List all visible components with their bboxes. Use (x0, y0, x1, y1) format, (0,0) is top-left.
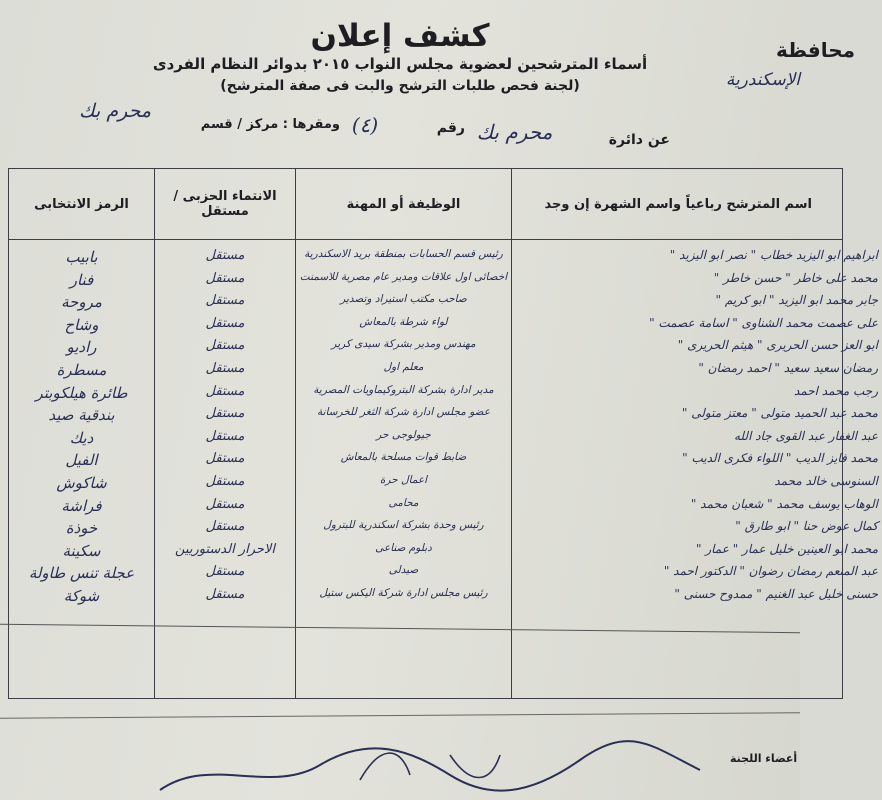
table-cell: ابراهيم ابو اليزيد خطاب " نصر ابو اليزيد " (669, 248, 878, 262)
table-cell: كمال عوض حنا " ابو طارق " (735, 519, 878, 534)
table-cell: محمد على خاطر " حسن خاطر " (713, 270, 878, 285)
table-cell: ضابط قوات مسلحة بالمعاش (340, 451, 467, 464)
table-header-row (9, 169, 843, 240)
table-cell: مستقل (205, 473, 245, 489)
table-cell: مستقل (205, 519, 245, 535)
table-cell: بابيب (65, 248, 98, 266)
table-cell: عبد الغفار عبد القوى جاد الله (734, 428, 878, 443)
governorate-label: محافظة (776, 38, 856, 62)
table-cell: عجلة تنس طاولة (28, 564, 135, 583)
table-cell: جابر محمد ابو اليزيد " ابو كريم " (715, 293, 878, 308)
header-symbol: الرمز الانتخابى (9, 169, 155, 240)
table-cell: الاحرار الدستوريين (175, 541, 275, 557)
table-cell: مدير ادارة بشركة البتروكيماويات المصرية (313, 383, 494, 396)
table-cell: رئيس مجلس ادارة شركة اليكس ستيل (319, 586, 488, 599)
header-name: اسم المترشح رباعياً واسم الشهرة إن وجد (512, 169, 843, 240)
table-cell: راديو (66, 338, 97, 357)
district-number-value: ٤ (359, 113, 371, 137)
candidates-table (8, 168, 878, 699)
page-title: كشف إعلان (310, 18, 490, 54)
table-cell: مستقل (205, 428, 245, 444)
table-cell: محمد ابو العينين خليل عمار " عمار " (696, 541, 878, 556)
table-cell: الوهاب يوسف محمد " شعبان محمد " (690, 496, 878, 511)
table-cell: صيدلى (388, 564, 419, 577)
header-job: الوظيفة أو المهنة (296, 169, 512, 240)
table-cell: طائرة هيلكوبتر (35, 383, 128, 402)
table-cell: ديك (69, 428, 94, 447)
table-cell: مستقل (205, 383, 245, 399)
table-cell: مستقل (205, 564, 245, 580)
table-cell: الفيل (65, 451, 98, 470)
table-cell: السنوسى خالد محمد (774, 473, 878, 488)
table-cell: رئيس وحدة بشركة اسكندرية للبترول (323, 519, 484, 532)
table-cell: سكينة (62, 541, 101, 560)
parties-column (155, 240, 296, 699)
table-cell: معلم اول (383, 360, 424, 373)
table-cell: اعمال حرة (379, 473, 428, 486)
header-party: الانتماء الحزبى / مستقل (155, 169, 296, 240)
table-cell: مستقل (205, 406, 245, 422)
district-hq-label: ومقرها : مركز / قسم (200, 117, 340, 132)
governorate-value: الإسكندرية (725, 70, 800, 90)
divider-line (0, 712, 800, 719)
table-cell: مستقل (205, 270, 245, 286)
table-cell: شوكة (63, 586, 100, 605)
table-cell: محامى (388, 496, 419, 509)
table-body-row (9, 240, 843, 699)
committee-signature (150, 735, 710, 800)
table-cell: خوذة (65, 519, 98, 538)
table-cell: بندقية صيد (48, 406, 115, 425)
table-cell: محمد عبد الحميد متولى " معتز متولى " (681, 406, 878, 421)
table-cell: مهندس ومدير بشركة سيدى كرير (331, 338, 476, 351)
table-cell: مستقل (205, 360, 245, 376)
table-cell: اخصائى اول علاقات ومدير عام مصرية للاسمنت (299, 270, 508, 283)
table-cell: شاكوش (56, 473, 107, 492)
table-cell: دبلوم صناعى (375, 541, 432, 554)
district-number: (٤) (351, 113, 379, 137)
table-cell: مسطرة (56, 360, 107, 379)
table-cell: صاحب مكتب استيراد وتصدير (340, 293, 467, 306)
table-cell: مستقل (205, 338, 245, 354)
table-cell: حسنى خليل عبد الغنيم " ممدوح حسنى " (674, 586, 878, 601)
page-subtitle: أسماء المترشحين لعضوية مجلس النواب ٢٠١٥ بدوائر النظام الفردى (152, 55, 648, 73)
district-number-label: رقم (436, 120, 465, 136)
table-cell: رئيس قسم الحسابات بمنطقة بريد الاسكندرية (304, 248, 503, 260)
table-cell: مستقل (205, 315, 245, 331)
table-cell: عضو مجلس ادارة شركة الثغر للخرسانة (317, 406, 490, 419)
table-cell: مروحة (61, 293, 102, 312)
table-cell: رجب محمد احمد (793, 383, 878, 398)
district-hq-value: محرم بك (78, 100, 152, 122)
table-cell: رمضان سعيد سعيد " احمد رمضان " (698, 360, 878, 375)
table-cell: على عصمت محمد الشناوى " اسامة عصمت " (649, 315, 878, 330)
table-cell: مستقل (205, 586, 245, 602)
table-cell: وشاح (64, 315, 99, 334)
committee-name: لجنة فحص طلبات الترشح والبت فى صفة المترشح (226, 78, 574, 94)
table-cell: فراشة (61, 496, 102, 515)
table-cell: جيولوجى حر (376, 428, 431, 441)
table-cell: محمد فايز الديب " اللواء فكرى الديب " (682, 451, 878, 466)
district-name: محرم بك (476, 120, 553, 144)
district-prefix: عن دائرة (608, 132, 670, 148)
table-cell: ابو العز حسن الحريرى " هيثم الحريرى " (677, 338, 878, 353)
table-cell: عبد المنعم رمضان رضوان " الدكتور احمد " (663, 564, 878, 579)
table-cell: مستقل (205, 496, 245, 512)
table-cell: مستقل (205, 451, 245, 467)
table-cell: فنار (69, 270, 94, 289)
table-cell: مستقل (205, 293, 245, 309)
symbols-column (9, 240, 155, 699)
table-cell: مستقل (205, 248, 245, 263)
table-cell: لواء شرطة بالمعاش (359, 315, 448, 328)
committee-line: (لجنة فحص طلبات الترشح والبت فى صفة المترشح) (220, 78, 580, 94)
committee-members-label: أعضاء اللجنة (730, 752, 798, 765)
